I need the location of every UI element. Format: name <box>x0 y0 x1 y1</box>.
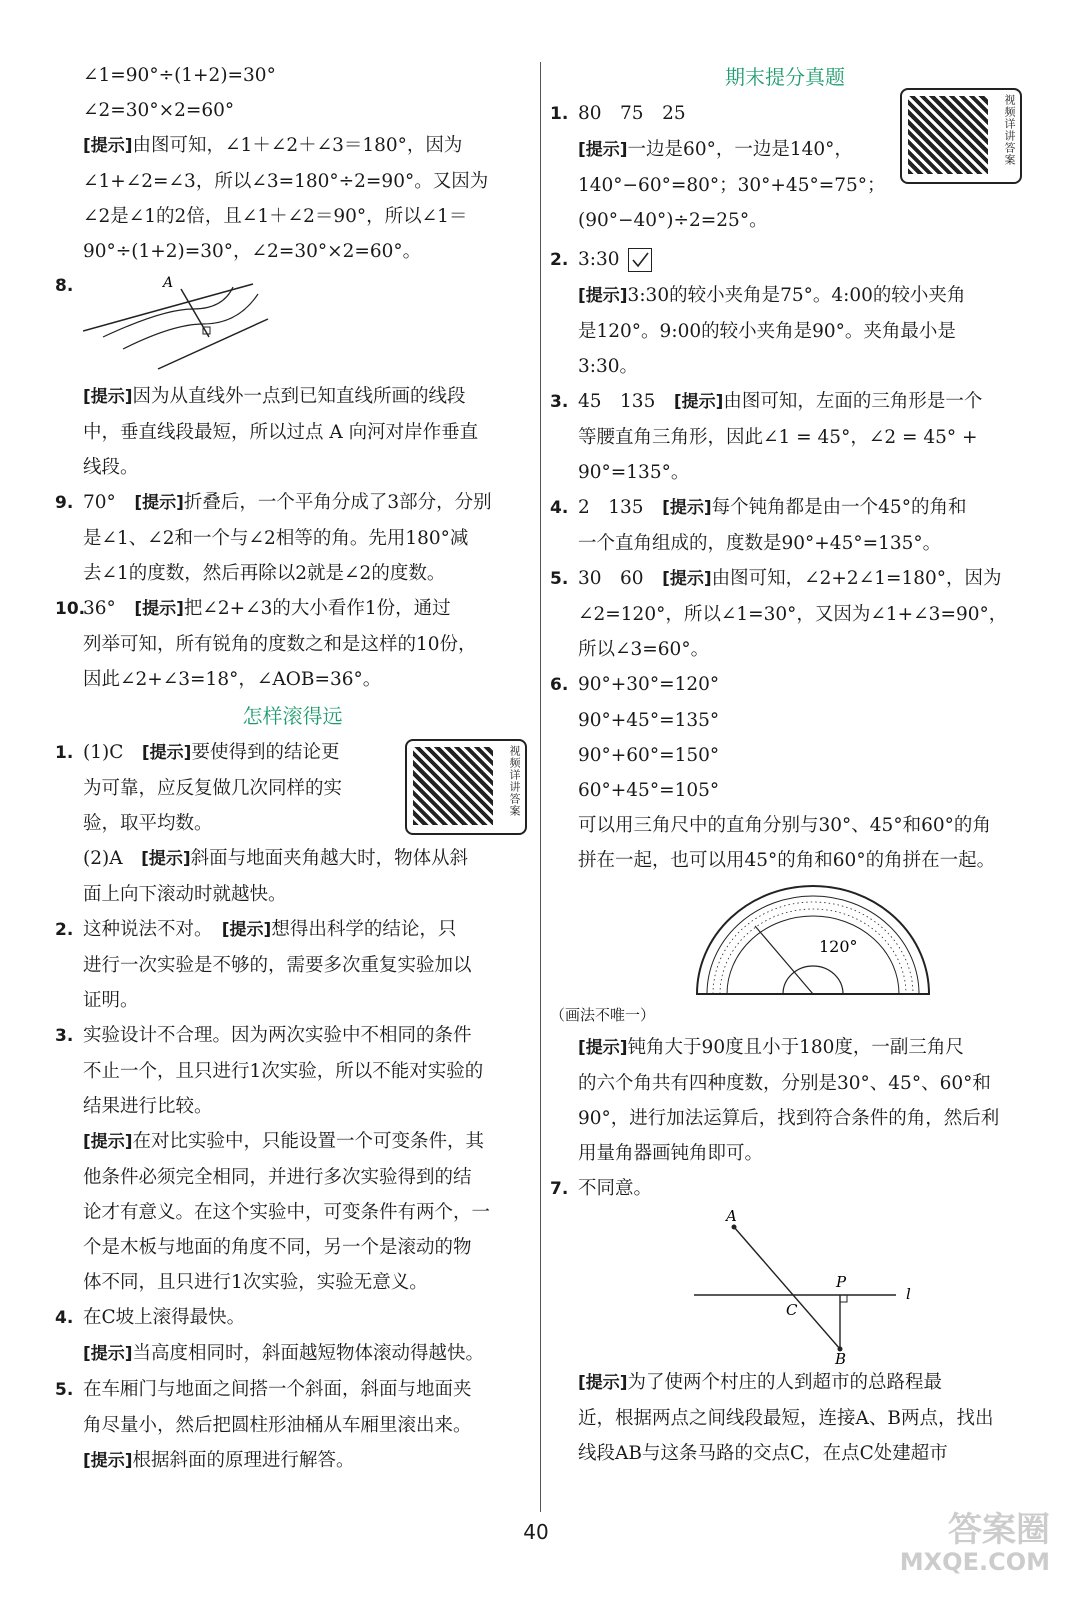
question-4 <box>55 1300 530 1336</box>
text-line: 线段。 <box>83 457 139 478</box>
text-line: ∠2是∠1的2倍，且∠1＋∠2＝90°，所以∠1＝ <box>83 206 468 227</box>
question-3 <box>55 1018 530 1054</box>
column-divider <box>540 62 541 1512</box>
answer: 3:30 <box>578 249 620 270</box>
hint-label: [提示] <box>83 387 133 407</box>
label-B: B <box>835 1350 847 1365</box>
label-A: A <box>726 1207 737 1225</box>
hint-label: [提示] <box>662 569 712 589</box>
section-title: 怎样滚得远 <box>242 704 343 728</box>
text-line: 线段AB与这条马路的交点C，在点C处建超市 <box>578 1443 948 1464</box>
text-line: 是∠1、∠2和一个与∠2相等的角。先用180°减 <box>83 528 469 549</box>
question-number: 10. <box>55 599 86 619</box>
answer: 90°+30°=120° <box>578 674 720 695</box>
question-number: 9. <box>55 493 74 513</box>
text-line: (90°−40°)÷2=25°。 <box>578 210 768 231</box>
text-line: 去∠1的度数，然后再除以2就是∠2的度数。 <box>83 563 446 584</box>
text-line: 个是木板与地面的角度不同，另一个是滚动的物 <box>83 1237 472 1258</box>
answer: (1)C <box>83 742 124 763</box>
hint-label: [提示] <box>578 1038 628 1058</box>
text-span: 当高度相同时，斜面越短物体滚动得越快。 <box>132 1343 485 1364</box>
hint-paragraph <box>55 1124 530 1160</box>
text-line: 140°−60°=80°；30°+45°=75°； <box>578 175 886 196</box>
text-line: 近，根据两点之间线段最短，连接A、B两点，找出 <box>578 1408 994 1429</box>
text-line: 一个直角组成的，度数是90°+45°=135°。 <box>578 533 942 554</box>
text-span: 由图可知，左面的三角形是一个 <box>723 391 983 412</box>
text-line: 结果进行比较。 <box>83 1096 213 1117</box>
qr-code[interactable] <box>405 739 527 835</box>
section-title: 期末提分真题 <box>725 65 845 89</box>
answer: 不同意。 <box>578 1178 653 1199</box>
roll-section-q1 <box>55 735 530 841</box>
text-line: 90°，进行加法运算后，找到符合条件的角，然后利 <box>578 1108 1000 1129</box>
text-line: 等腰直角三角形，因此∠1 = 45°，∠2 = 45° + <box>578 427 978 448</box>
answer: 这种说法不对。 <box>83 919 204 940</box>
hint-label: [提示] <box>83 136 133 156</box>
text-line <box>55 841 530 877</box>
text-line: 拼在一起，也可以用45°的角和60°的角拼在一起。 <box>578 850 996 871</box>
hint-label: [提示] <box>578 140 628 160</box>
qr-code[interactable] <box>900 88 1022 184</box>
text-span: 钝角大于90度且小于180度，一副三角尺 <box>627 1037 964 1058</box>
answer: 在车厢门与地面之间搭一个斜面，斜面与地面夹 <box>83 1379 472 1400</box>
hint-label: [提示] <box>83 1132 133 1152</box>
answer: 70° <box>83 492 116 513</box>
question-number: 6. <box>550 675 569 695</box>
text-span: 3:30的较小夹角是75°。4:00的较小夹角 <box>627 285 966 306</box>
question-number: 5. <box>55 1380 74 1400</box>
text-line: 他条件必须完全相同，并进行多次实验得到的结 <box>83 1167 472 1188</box>
text-line: 进行一次实验是不够的，需要多次重复实验加以 <box>83 955 472 976</box>
answer: 45 135 <box>578 391 656 412</box>
text-span: 由图可知，∠1＋∠2＋∠3＝180°，因为 <box>132 135 463 156</box>
question-9 <box>55 485 530 521</box>
answer: 2 135 <box>578 497 644 518</box>
drawing-note: （画法不唯一） <box>550 1006 656 1024</box>
text-line: 所以∠3=60°。 <box>578 639 710 660</box>
question-2 <box>550 242 1030 278</box>
text-span: 要使得到的结论更 <box>191 742 340 763</box>
final-q1 <box>550 96 1030 238</box>
text-line: 角尽量小，然后把圆柱形油桶从车厢里滚出来。 <box>83 1415 472 1436</box>
hint-label: [提示] <box>134 493 184 513</box>
hint-label: [提示] <box>83 1451 133 1471</box>
text-line: 证明。 <box>83 990 139 1011</box>
label-l: l <box>906 1285 911 1303</box>
question-number: 5. <box>550 569 569 589</box>
text-span: 因为从直线外一点到已知直线所画的线段 <box>132 386 466 407</box>
question-number: 3. <box>55 1026 74 1046</box>
answer: 在C坡上滚得最快。 <box>83 1307 246 1328</box>
question-number: 2. <box>55 920 74 940</box>
hint-label: [提示] <box>221 920 272 940</box>
text-span: 根据斜面的原理进行解答。 <box>132 1450 355 1471</box>
question-2 <box>55 912 530 948</box>
question-3 <box>550 384 1030 420</box>
question-number: 1. <box>550 104 569 124</box>
question-number: 4. <box>550 498 569 518</box>
river-figure <box>55 269 530 379</box>
answer: 36° <box>83 598 116 619</box>
label-A: A <box>163 275 174 291</box>
hint-label: [提示] <box>662 498 712 518</box>
qr-pattern <box>413 747 493 825</box>
text-span: 由图可知，∠2+2∠1=180°，因为 <box>711 568 1002 589</box>
text-span: 为了使两个村庄的人到超市的总路程最 <box>627 1372 943 1393</box>
text-line: 可以用三角尺中的直角分别与30°、45°和60°的角 <box>578 815 991 836</box>
label-C: C <box>786 1301 798 1319</box>
text-line: 中，垂直线段最短，所以过点 A 向河对岸作垂直 <box>83 422 479 443</box>
qr-caption: 视频详讲答案 <box>1003 94 1016 166</box>
right-column <box>550 58 1030 1471</box>
river-diagram <box>83 269 283 379</box>
question-10 <box>55 591 530 627</box>
text-line: 验，取平均数。 <box>83 813 213 834</box>
text-line: 90°=135°。 <box>578 462 690 483</box>
question-number: 2. <box>550 250 569 270</box>
answer: 30 60 <box>578 568 644 589</box>
qr-caption: 视频详讲答案 <box>508 745 521 817</box>
hint-label: [提示] <box>83 1344 133 1364</box>
label-P: P <box>836 1273 847 1291</box>
page-number: 40 <box>523 1520 549 1544</box>
text-line: ∠2=120°，所以∠1=30°，又因为∠1+∠3=90°， <box>578 604 1008 625</box>
question-number: 1. <box>55 743 74 763</box>
text-line: ∠1+∠2=∠3，所以∠3=180°÷2=90°。又因为 <box>83 171 489 192</box>
hint-paragraph <box>550 278 1030 314</box>
hint-paragraph <box>55 379 530 415</box>
village-diagram <box>690 1207 950 1365</box>
question-5 <box>550 561 1030 597</box>
text-line: 90°÷(1+2)=30°，∠2=30°×2=60°。 <box>83 241 422 262</box>
text-span: 想得出科学的结论，只 <box>271 919 457 940</box>
answer: 实验设计不合理。因为两次实验中不相同的条件 <box>83 1025 472 1046</box>
text-line: 是120°。9:00的较小夹角是90°。夹角最小是 <box>578 321 956 342</box>
protractor-figure <box>550 878 1030 1000</box>
text-line: 为可靠，应反复做几次同样的实 <box>83 778 343 799</box>
protractor-angle-label: 120° <box>819 937 858 956</box>
check-icon <box>628 248 652 272</box>
text-line: 3:30。 <box>578 356 639 377</box>
answer: (2)A <box>83 848 123 869</box>
text-line: 60°+45°=105° <box>578 780 720 801</box>
question-7 <box>550 1171 1030 1207</box>
text-line: ∠2=30°×2=60° <box>83 100 235 121</box>
protractor-diagram <box>693 882 933 1000</box>
hint-paragraph <box>550 1365 1030 1401</box>
question-number: 8. <box>55 276 74 296</box>
text-line: 面上向下滚动时就越快。 <box>83 884 287 905</box>
hint-label: [提示] <box>134 599 184 619</box>
hint-paragraph <box>55 1443 530 1479</box>
text-span: 每个钝角都是由一个45°的角和 <box>711 497 967 518</box>
hint-paragraph <box>550 1030 1030 1066</box>
hint-label: [提示] <box>673 392 724 412</box>
text-line: ∠1=90°÷(1+2)=30° <box>83 65 276 86</box>
question-5 <box>55 1372 530 1408</box>
watermark-url: MXQE.COM <box>899 1548 1050 1576</box>
text-line: 的六个角共有四种度数，分别是30°、45°、60°和 <box>578 1073 991 1094</box>
text-line: 因此∠2+∠3=18°，∠AOB=36°。 <box>83 669 382 690</box>
hint-label: [提示] <box>141 849 191 869</box>
question-number: 4. <box>55 1308 74 1328</box>
left-column <box>55 58 530 1479</box>
text-span: 一边是60°，一边是140°， <box>627 139 853 160</box>
answer: 80 75 25 <box>578 103 686 124</box>
hint-label: [提示] <box>578 286 628 306</box>
question-4 <box>550 490 1030 526</box>
text-line: 论才有意义。在这个实验中，可变条件有两个，一 <box>83 1202 491 1223</box>
text-span: 在对比实验中，只能设置一个可变条件，其 <box>132 1131 485 1152</box>
text-line: 不止一个，且只进行1次实验，所以不能对实验的 <box>83 1061 484 1082</box>
text-span: 把∠2+∠3的大小看作1份，通过 <box>183 598 451 619</box>
hint-paragraph <box>55 1336 530 1372</box>
hint-label: [提示] <box>578 1373 628 1393</box>
text-line: 90°+45°=135° <box>578 710 720 731</box>
question-6 <box>550 667 1030 703</box>
text-span: 折叠后，一个平角分成了3部分，分别 <box>183 492 492 513</box>
text-line: 90°+60°=150° <box>578 745 720 766</box>
hint-label: [提示] <box>141 743 192 763</box>
text-span: 斜面与地面夹角越大时，物体从斜 <box>190 848 469 869</box>
question-number: 3. <box>550 392 569 412</box>
village-figure <box>550 1207 1030 1365</box>
text-line: 用量角器画钝角即可。 <box>578 1143 764 1164</box>
hint-paragraph <box>55 128 530 164</box>
text-line: 体不同，且只进行1次实验，实验无意义。 <box>83 1272 428 1293</box>
qr-pattern <box>908 96 988 174</box>
watermark-logo: 答案圈 <box>948 1510 1050 1550</box>
text-line: 列举可知，所有锐角的度数之和是这样的10份， <box>83 634 477 655</box>
question-number: 7. <box>550 1179 569 1199</box>
